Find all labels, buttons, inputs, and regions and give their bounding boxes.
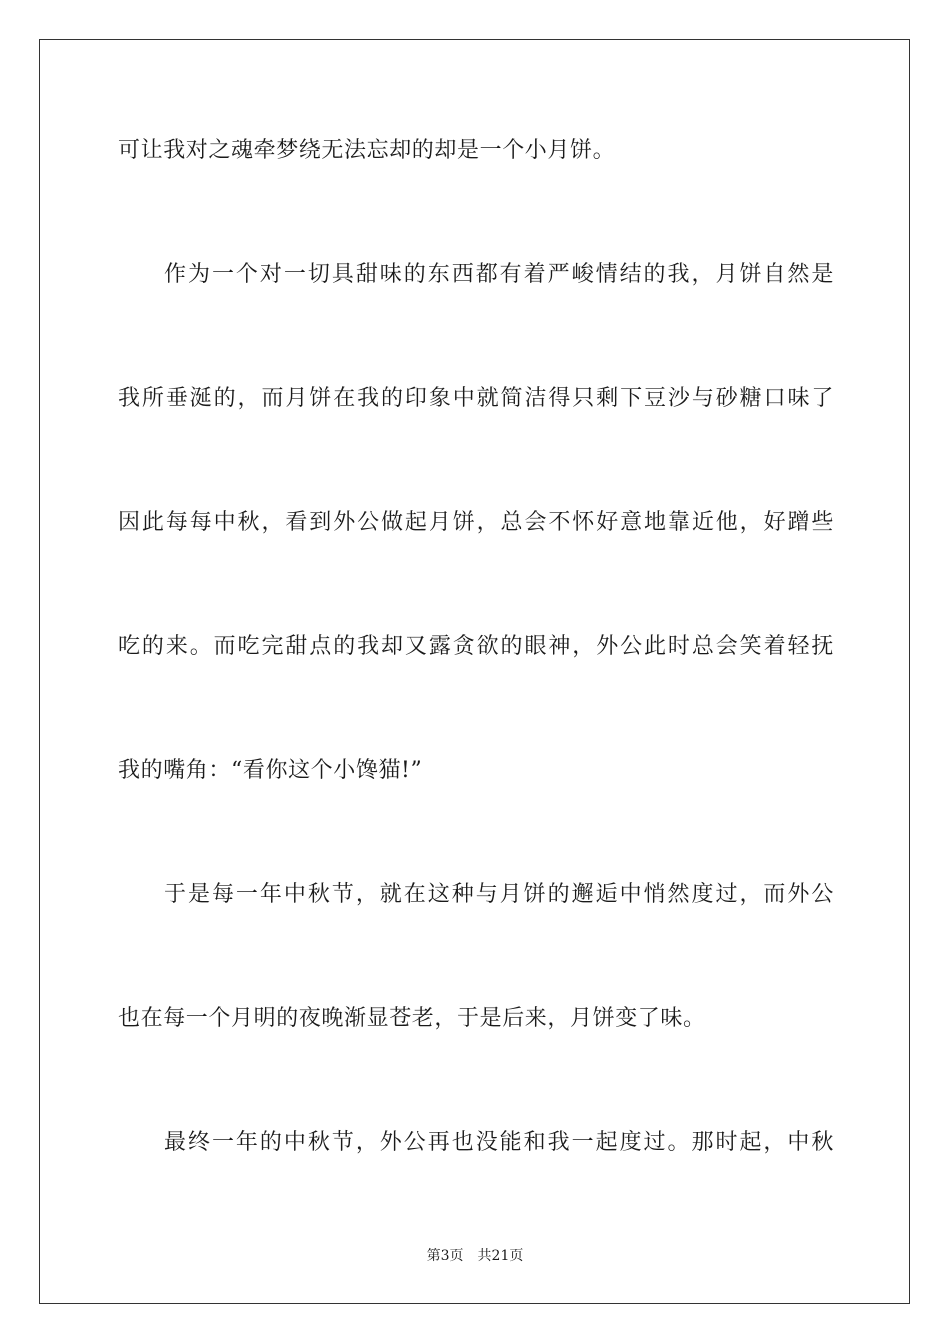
text-line-5: 吃的来。而吃完甜点的我却又露贪欲的眼神，外公此时总会笑着轻抚 — [118, 634, 834, 659]
text-line-8: 也在每一个月明的夜晚渐显苍老，于是后来，月饼变了味。 — [118, 1006, 706, 1031]
text-line-6: 我的嘴角：“看你这个小馋猫!” — [118, 758, 423, 783]
text-line-3: 我所垂涎的，而月饼在我的印象中就简洁得只剩下豆沙与砂糖口味了 — [118, 386, 834, 411]
page-footer — [0, 1246, 950, 1266]
text-line-9: 最终一年的中秋节，外公再也没能和我一起度过。那时起，中秋 — [164, 1130, 834, 1155]
current-page-label: 第3页 — [426, 1248, 464, 1264]
text-line-7: 于是每一年中秋节，就在这种与月饼的邂逅中悄然度过，而外公 — [164, 882, 834, 907]
page-frame — [39, 39, 910, 1304]
text-line-2: 作为一个对一切具甜味的东西都有着严峻情结的我，月饼自然是 — [164, 262, 834, 287]
total-pages-label: 共21页 — [477, 1248, 524, 1264]
text-line-1: 可让我对之魂牵梦绕无法忘却的却是一个小月饼。 — [118, 138, 616, 163]
text-line-4: 因此每每中秋，看到外公做起月饼，总会不怀好意地靠近他，好蹭些 — [118, 510, 834, 535]
